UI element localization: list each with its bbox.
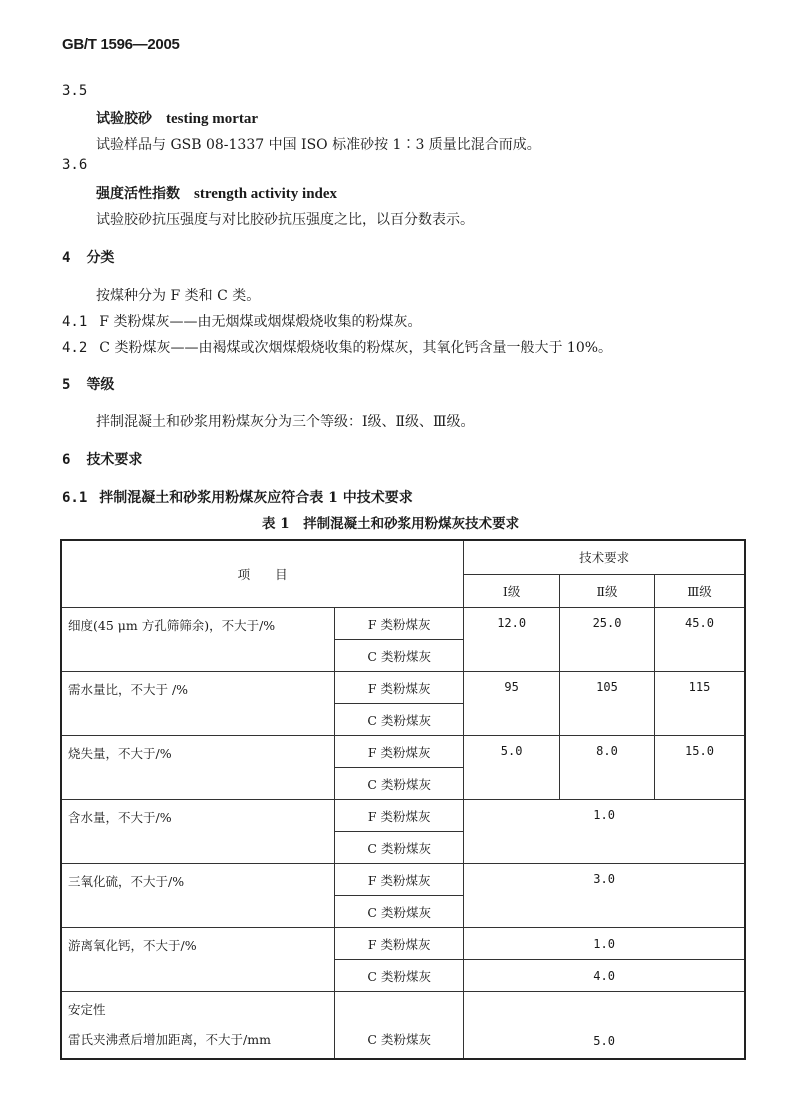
section-4-body: 按煤种分为 F 类和 C 类。 (96, 288, 261, 304)
value-grade-1: 5.0 (464, 736, 560, 800)
section-3-6-term (96, 183, 337, 203)
type-f: F 类粉煤灰 (335, 800, 464, 832)
section-5-body: 拌制混凝土和砂浆用粉煤灰分为三个等级：Ⅰ级、Ⅱ级、Ⅲ级。 (96, 414, 475, 430)
type-f: F 类粉煤灰 (335, 736, 464, 768)
row-item: 三氧化硫，不大于/% (61, 864, 335, 928)
table-row-loss-on-ignition (61, 736, 745, 768)
value-grade-1: 95 (464, 672, 560, 736)
section-5-heading: 5 等级 (62, 377, 115, 393)
row-item: 需水量比，不大于 /% (61, 672, 335, 736)
row-item: 安定性 雷氏夹沸煮后增加距离，不大于/mm (61, 992, 335, 1060)
value-grade-2: 105 (560, 672, 655, 736)
document-header: GB/T 1596—2005 (62, 36, 180, 53)
type-c: C 类粉煤灰 (335, 960, 464, 992)
value-c: 4.0 (464, 960, 745, 992)
value-all-grades: 3.0 (464, 864, 745, 928)
value-f: 1.0 (464, 928, 745, 960)
value-grade-2: 25.0 (560, 608, 655, 672)
type-f: F 类粉煤灰 (335, 864, 464, 896)
section-3-5-definition: 试验样品与 GSB 08-1337 中国 ISO 标准砂按 1∶3 质量比混合而成。 (96, 137, 541, 153)
section-3-6-number: 3.6 (62, 157, 88, 173)
header-grade-3: Ⅲ级 (654, 574, 745, 607)
value-grade-2: 8.0 (560, 736, 655, 800)
header-grade-2: Ⅱ级 (560, 574, 655, 607)
section-3-5-number: 3.5 (62, 83, 88, 99)
table-row-free-cao (61, 928, 745, 960)
table-row-moisture (61, 800, 745, 832)
value-grade-3: 45.0 (654, 608, 745, 672)
type-f: F 类粉煤灰 (335, 608, 464, 640)
value-grade-1: 12.0 (464, 608, 560, 672)
value-all-grades: 5.0 (464, 992, 745, 1060)
table-row-water-demand (61, 672, 745, 704)
section-3-6-definition: 试验胶砂抗压强度与对比胶砂抗压强度之比，以百分数表示。 (96, 212, 474, 228)
section-4-heading: 4 分类 (62, 250, 115, 266)
term-en: testing mortar (166, 111, 259, 127)
section-6-1-heading: 6.1 拌制混凝土和砂浆用粉煤灰应符合表 1 中技术要求 (62, 490, 413, 506)
table-row-soundness (61, 992, 745, 1060)
row-item: 含水量，不大于/% (61, 800, 335, 864)
table-row-so3 (61, 864, 745, 896)
header-requirements: 技术要求 (464, 540, 745, 574)
value-all-grades: 1.0 (464, 800, 745, 864)
table-caption: 表 1 拌制混凝土和砂浆用粉煤灰技术要求 (262, 516, 520, 532)
type-f: F 类粉煤灰 (335, 928, 464, 960)
table-row-fineness (61, 608, 745, 640)
type-c: C 类粉煤灰 (335, 992, 464, 1060)
term-zh: 强度活性指数 (96, 186, 180, 202)
row-item: 细度(45 μm 方孔筛筛余)，不大于/% (61, 608, 335, 672)
section-3-5-term (96, 108, 258, 128)
term-en: strength activity index (194, 186, 338, 202)
term-zh: 试验胶砂 (96, 111, 152, 127)
value-grade-3: 15.0 (654, 736, 745, 800)
section-6-heading: 6 技术要求 (62, 452, 143, 468)
header-item: 项 目 (61, 540, 464, 608)
type-c: C 类粉煤灰 (335, 832, 464, 864)
type-f: F 类粉煤灰 (335, 672, 464, 704)
type-c: C 类粉煤灰 (335, 896, 464, 928)
type-c: C 类粉煤灰 (335, 768, 464, 800)
section-4-2: 4.2 C 类粉煤灰——由褐煤或次烟煤煅烧收集的粉煤灰，其氧化钙含量一般大于 10%。 (62, 340, 613, 356)
header-grade-1: Ⅰ级 (464, 574, 560, 607)
type-c: C 类粉煤灰 (335, 640, 464, 672)
technical-requirements-table (60, 539, 746, 1060)
section-4-1: 4.1 F 类粉煤灰——由无烟煤或烟煤煅烧收集的粉煤灰。 (62, 314, 422, 330)
type-c: C 类粉煤灰 (335, 704, 464, 736)
row-item: 烧失量，不大于/% (61, 736, 335, 800)
row-item: 游离氧化钙，不大于/% (61, 928, 335, 992)
value-grade-3: 115 (654, 672, 745, 736)
